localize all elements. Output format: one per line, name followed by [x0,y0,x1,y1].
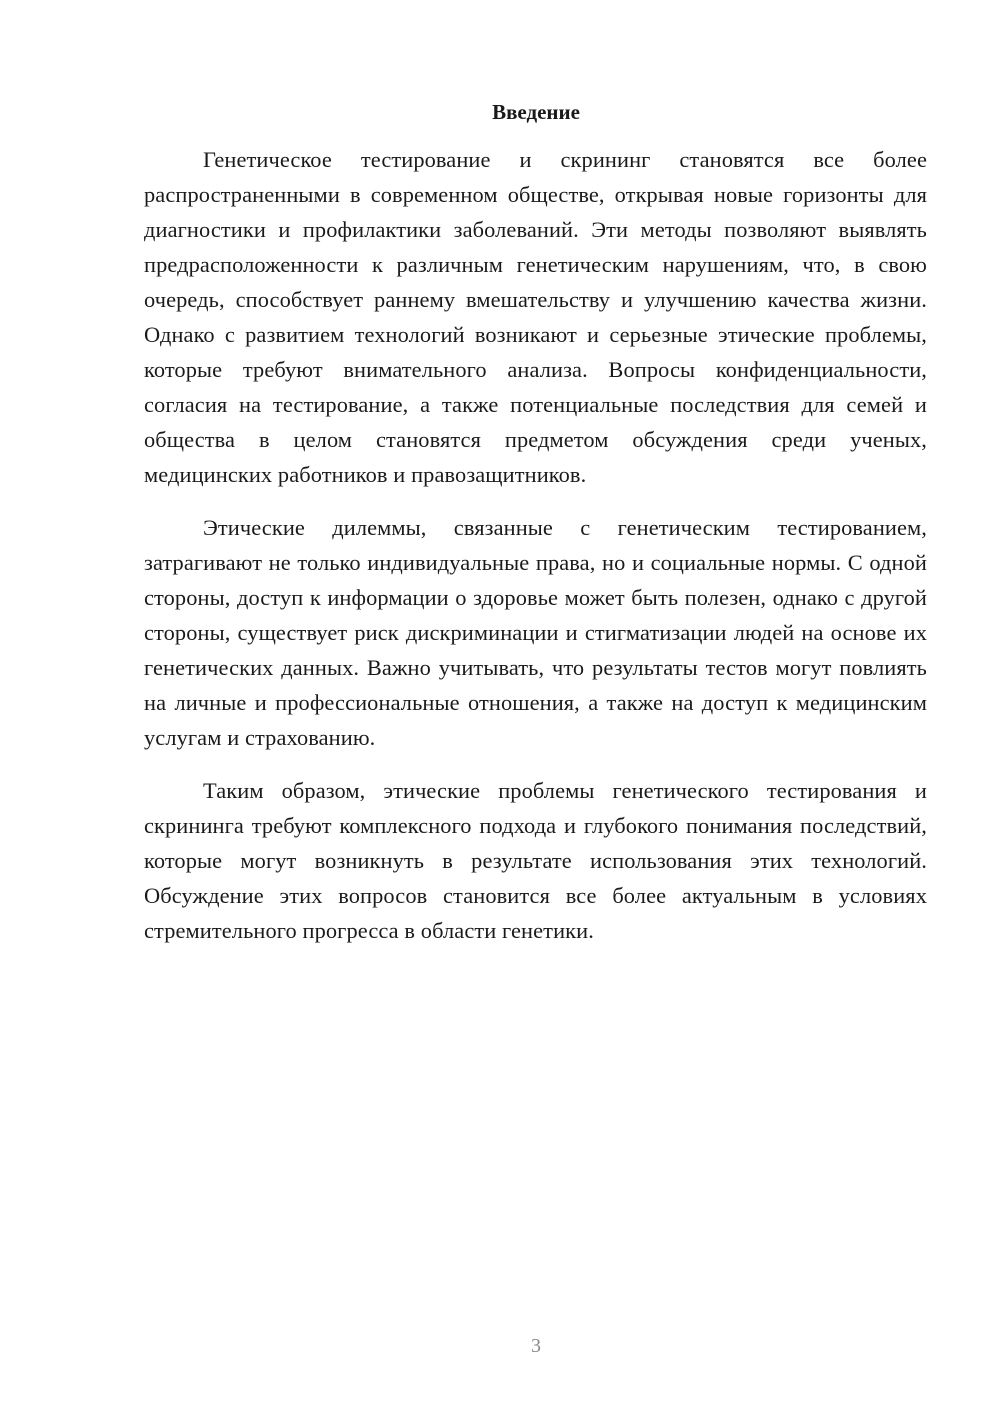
body-text [144,142,927,948]
section-heading: Введение [492,100,580,124]
paragraph-3: Таким образом, этические проблемы генетического тестирования и скрининга требуют комплексного подхода и глубокого понимания последствий, которые могут возникнуть в результате использования этих технологий. Обсуждение этих вопросов становится все более актуальным в условиях стремительного прогресса в области генетики. [144,778,927,943]
paragraph-2: Этические дилеммы, связанные с генетическим тестированием, затрагивают не только индивидуальные права, но и социальные нормы. С одной стороны, доступ к информации о здоровье может быть полезен, однако с другой стороны, существует риск дискриминации и стигматизации людей на основе их генетических данных. Важно учитывать, что результаты тестов могут повлиять на личные и профессиональные отношения, а также на доступ к медицинским услугам и страхованию. [144,515,927,750]
page-number: 3 [531,1335,541,1357]
paragraph-1: Генетическое тестирование и скрининг становятся все более распространенными в современном обществе, открывая новые горизонты для диагностики и профилактики заболеваний. Эти методы позволяют выявлять предрасположенности к различным генетическим нарушениям, что, в свою очередь, способствует раннему вмешательству и улучшению качества жизни. Однако с развитием технологий возникают и серьезные этические проблемы, которые требуют внимательного анализа. Вопросы конфиденциальности, согласия на тестирование, а также потенциальные последствия для семей и общества в целом становятся предметом обсуждения среди ученых, медицинских работников и правозащитников. [144,147,927,487]
